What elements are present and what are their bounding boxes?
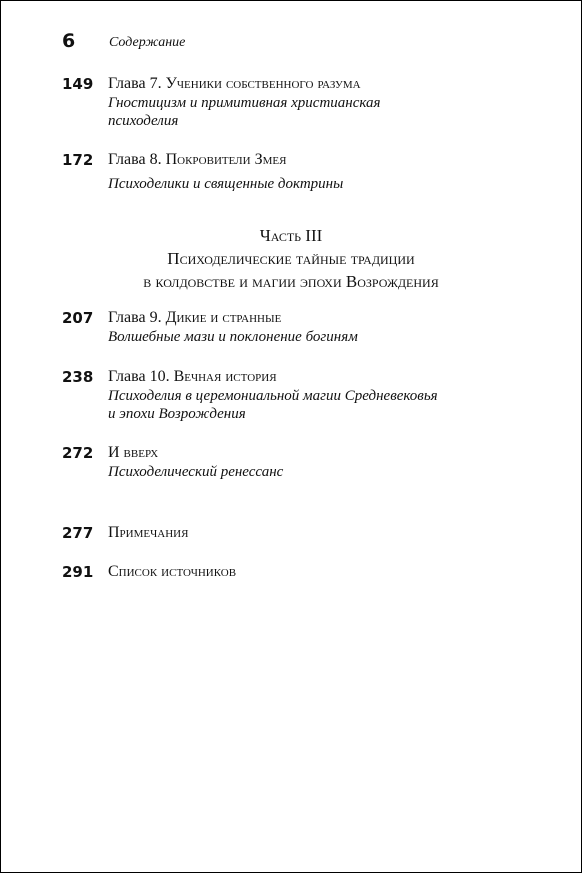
toc-page-number: 172 bbox=[62, 151, 94, 169]
part-title-line: в колдовстве и магии эпохи Возрождения bbox=[143, 272, 439, 291]
toc-subtitle-line: Психоделики и священные доктрины bbox=[108, 176, 344, 192]
toc-entry-title bbox=[108, 562, 532, 582]
toc-title-main: И вверх bbox=[108, 444, 159, 461]
toc-title-main: Ученики собственного разума bbox=[165, 75, 361, 92]
toc-entry-title bbox=[108, 308, 532, 328]
toc-entry-chapter-8 bbox=[62, 150, 532, 193]
toc-page-number: 238 bbox=[62, 368, 94, 386]
toc-entry-title bbox=[108, 443, 532, 463]
part-label: Часть III bbox=[259, 226, 323, 245]
toc-title-main: Примечания bbox=[108, 524, 189, 541]
toc-subtitle-line: Волшебные мази и поклонение богиням bbox=[108, 329, 358, 345]
toc-entry-title bbox=[108, 150, 532, 170]
toc-subtitle-line: Психоделия в церемониальной магии Средневековья bbox=[108, 388, 438, 404]
toc-entry-epilogue bbox=[62, 443, 532, 481]
toc-page-number: 272 bbox=[62, 444, 94, 462]
toc-title-main: Список источников bbox=[108, 563, 237, 580]
toc-entry-title bbox=[108, 74, 532, 94]
toc-subtitle-line: Гностицизм и примитивная христианская bbox=[108, 95, 381, 111]
toc-title-main: Покровители Змея bbox=[165, 151, 287, 168]
toc-page-number: 149 bbox=[62, 75, 94, 93]
toc-page-number: 291 bbox=[62, 563, 94, 581]
toc-title-prefix: Глава 8. bbox=[108, 151, 166, 168]
toc-subtitle-line: и эпохи Возрождения bbox=[108, 406, 246, 422]
toc-entry-chapter-7 bbox=[62, 74, 532, 130]
toc-title-main: Вечная история bbox=[173, 368, 277, 385]
toc-entry-title bbox=[108, 523, 532, 543]
toc-entry-notes bbox=[62, 523, 532, 543]
part-heading bbox=[1, 224, 581, 293]
toc-subtitle-line: психоделия bbox=[108, 113, 179, 129]
running-title: Содержание bbox=[109, 35, 186, 50]
toc-entry-title bbox=[108, 367, 532, 387]
toc-entry-chapter-10 bbox=[62, 367, 532, 423]
page-number: 6 bbox=[62, 30, 76, 52]
toc-title-main: Дикие и странные bbox=[165, 309, 282, 326]
toc-title-prefix: Глава 7. bbox=[108, 75, 166, 92]
toc-title-prefix: Глава 10. bbox=[108, 368, 174, 385]
toc-entry-chapter-9 bbox=[62, 308, 532, 346]
toc-page-number: 207 bbox=[62, 309, 94, 327]
toc-title-prefix: Глава 9. bbox=[108, 309, 166, 326]
toc-subtitle-line: Психоделический ренессанс bbox=[108, 464, 284, 480]
toc-page-number: 277 bbox=[62, 524, 94, 542]
part-title-line: Психоделические тайные традиции bbox=[167, 249, 415, 268]
toc-entry-bibliography bbox=[62, 562, 532, 582]
